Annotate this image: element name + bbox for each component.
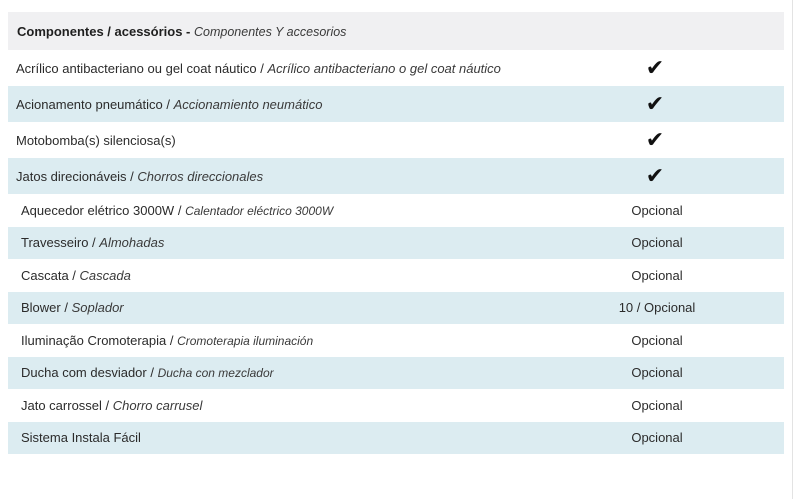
row-label-es: Cascada	[79, 267, 131, 283]
row-value: Opcional	[631, 202, 683, 218]
table-row	[8, 158, 784, 194]
row-label-pt: Jato carrossel /	[21, 397, 110, 413]
row-label	[8, 133, 570, 148]
row-label	[8, 430, 570, 445]
row-label	[8, 203, 570, 218]
row-label-pt: Iluminação Cromoterapia /	[21, 332, 174, 348]
row-label-pt: Motobomba(s) silenciosa(s)	[16, 132, 176, 148]
check-mark-icon: ✔	[645, 127, 665, 152]
row-label-es: Acrílico antibacteriano o gel coat náutico	[267, 60, 501, 76]
table-row	[8, 324, 784, 357]
header-label-es: Componentes Y accesorios	[194, 24, 347, 39]
row-label	[8, 97, 570, 112]
table-row	[8, 227, 784, 260]
row-label-es: Chorro carrusel	[112, 397, 203, 413]
row-label-pt: Blower /	[21, 300, 68, 316]
table-row	[8, 122, 784, 158]
row-label-pt: Aquecedor elétrico 3000W /	[21, 202, 182, 218]
row-label	[8, 169, 570, 184]
row-label	[8, 235, 570, 250]
header-label-pt: Componentes / acessórios -	[17, 23, 191, 39]
row-label	[8, 365, 570, 380]
row-value: Opcional	[631, 267, 683, 283]
row-value: Opcional	[631, 430, 683, 446]
row-label-es: Cromoterapia iluminación	[177, 333, 314, 348]
row-label	[8, 268, 570, 283]
row-label-pt: Travesseiro /	[21, 235, 96, 251]
row-label-es: Calentador eléctrico 3000W	[185, 203, 334, 218]
check-mark-icon: ✔	[645, 163, 665, 188]
row-value	[550, 165, 784, 187]
components-table	[8, 12, 784, 454]
row-value: Opcional	[631, 397, 683, 413]
row-label	[8, 300, 570, 315]
table-row	[8, 292, 784, 325]
row-label-pt: Cascata /	[21, 267, 76, 283]
row-value	[550, 93, 784, 115]
row-label-pt: Acrílico antibacteriano ou gel coat náutico /	[16, 60, 264, 76]
table-header	[8, 12, 784, 50]
row-label	[8, 333, 570, 348]
row-value: Opcional	[631, 235, 683, 251]
row-value: Opcional	[631, 365, 683, 381]
row-label	[8, 61, 570, 76]
row-label-pt: Sistema Instala Fácil	[21, 430, 141, 446]
row-label-pt: Jatos direcionáveis /	[16, 168, 134, 184]
row-label-pt: Ducha com desviador /	[21, 365, 154, 381]
table-row	[8, 194, 784, 227]
row-value: Opcional	[631, 332, 683, 348]
table-row	[8, 357, 784, 390]
row-label-es: Chorros direccionales	[137, 168, 264, 184]
table-row	[8, 259, 784, 292]
header-label	[8, 24, 784, 39]
table-row	[8, 50, 784, 86]
table-row	[8, 389, 784, 422]
row-label-es: Almohadas	[99, 235, 165, 251]
check-mark-icon: ✔	[645, 55, 665, 80]
check-mark-icon: ✔	[645, 91, 665, 116]
row-label-es: Soplador	[71, 300, 124, 316]
table-row	[8, 86, 784, 122]
row-label-es: Accionamiento neumático	[173, 96, 323, 112]
row-value	[550, 57, 784, 79]
row-label	[8, 398, 570, 413]
row-label-pt: Acionamento pneumático /	[16, 96, 170, 112]
row-value	[550, 129, 784, 151]
row-value: 10 / Opcional	[618, 300, 696, 316]
row-label-es: Ducha con mezclador	[157, 366, 274, 381]
table-row	[8, 422, 784, 455]
